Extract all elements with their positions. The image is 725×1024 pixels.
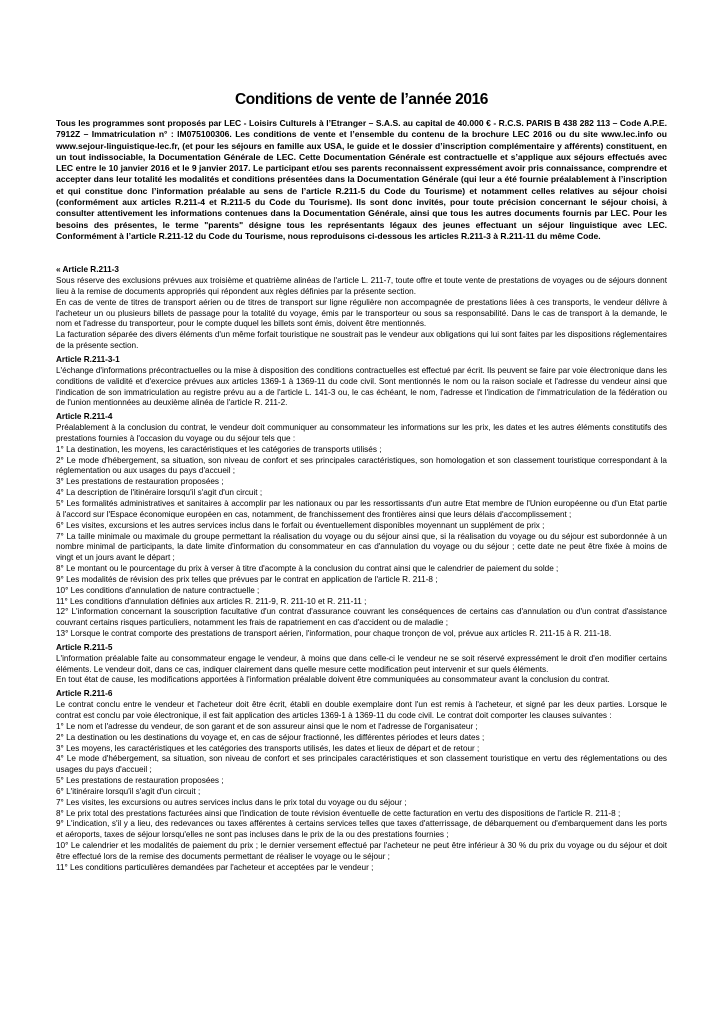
- article-paragraph: 9° L'indication, s'il y a lieu, des redevances ou taxes afférentes à certains services telles que taxes d'atterrissage, de débarquement ou d'embarquement dans les ports et aéroports, taxes de séjour lorsqu'elles ne sont pas incluses dans le prix de la ou des prestations fournies ;: [56, 819, 667, 840]
- article-paragraph: Préalablement à la conclusion du contrat, le vendeur doit communiquer au consommateur les informations sur les prix, les dates et les autres éléments constitutifs des prestations fournies à l'occasion du voyage ou du séjour tels que :: [56, 423, 667, 443]
- article-paragraph: L'information préalable faite au consommateur engage le vendeur, à moins que dans celle-ci le vendeur ne se soit réservé expressément le droit d'en modifier certains éléments. Le vendeur doit, dans ce cas, indiquer clairement dans quelle mesure cette modification peut intervenir et sur quels éléments.: [56, 653, 667, 674]
- article-paragraph: 5° Les formalités administratives et sanitaires à accomplir par les nationaux ou par les ressortissants d'un autre Etat membre de l'Union européenne ou d'un Etat partie à l'accord sur l'Espace économique européen en cas, notamment, de franchissement des frontières ainsi que leurs délais d'accomplissement ;: [56, 498, 667, 519]
- article-paragraph: 1° Le nom et l'adresse du vendeur, de son garant et de son assureur ainsi que le nom et l'adresse de l'organisateur ;: [56, 721, 478, 731]
- article-heading: Article R.211-5: [56, 642, 113, 652]
- article-heading: Article R.211-3-1: [56, 355, 120, 365]
- article-heading: Article R.211-4: [56, 412, 113, 422]
- article-paragraph: 7° La taille minimale ou maximale du groupe permettant la réalisation du voyage ou du séjour ainsi que, si la réalisation du voyage ou du séjour est subordonnée à un nombre minimal de participants, la date limite d'information du consommateur en cas d'annulation du voyage ou du séjour ; cette date ne peut être fixée à moins de vingt et un jours avant le départ ;: [56, 531, 667, 563]
- article-paragraph: En cas de vente de titres de transport aérien ou de titres de transport sur ligne régulière non accompagnée de prestations liées à ces transports, le vendeur délivre à l'acheteur un ou plusieurs billets de passage pour la totalité du voyage, émis par le transporteur ou sous sa responsabilité. Dans le cas de transport à la demande, le nom et l'adresse du transporteur, pour le compte duquel les billets sont émis, doivent être mentionnés.: [56, 297, 667, 329]
- article-paragraph: 11° Les conditions particulières demandées par l'acheteur et acceptées par le vendeur ;: [56, 862, 374, 872]
- article-paragraph: 3° Les moyens, les caractéristiques et les catégories des transports utilisés, les dates et lieux de départ et de retour ;: [56, 743, 480, 753]
- article-paragraph: 12° L'information concernant la souscription facultative d'un contrat d'assurance couvrant les conséquences de certains cas d'annulation ou d'un contrat d'assistance couvrant certains risques particuliers, notamment les frais de rapatriement en cas d'accident ou de maladie ;: [56, 607, 667, 628]
- article-paragraph: 5° Les prestations de restauration proposées ;: [56, 776, 224, 786]
- article-paragraph: L'échange d'informations précontractuelles ou la mise à disposition des conditions contractuelles est effectué par écrit. Ils peuvent se faire par voie électronique dans les conditions de validité et d'exercice prévues aux articles 1369-1 à 1369-11 du code civil. Sont mentionnés le nom ou la raison sociale et l'adresse du vendeur ainsi que l'indication de son immatriculation au registre prévu au a de l'article L. 141-3 ou, le cas échéant, le nom, l'adresse et l'indication de l'immatriculation de la fédération ou de l'union mentionnées au deuxième alinéa de l'article R. 211-2.: [56, 365, 667, 408]
- article-paragraph: 13° Lorsque le contrat comporte des prestations de transport aérien, l'information, pour chaque tronçon de vol, prévue aux articles R. 211-15 à R. 211-18.: [56, 629, 612, 639]
- article-paragraph: 7° Les visites, les excursions ou autres services inclus dans le prix total du voyage ou du séjour ;: [56, 797, 407, 807]
- article-paragraph: 10° Le calendrier et les modalités de paiement du prix ; le dernier versement effectué par l'acheteur ne peut être inférieur à 30 % du prix du voyage ou du séjour et doit être effectué lors de la remise des documents permettant de réaliser le voyage ou le séjour ;: [56, 841, 667, 861]
- article-paragraph: 10° Les conditions d'annulation de nature contractuelle ;: [56, 585, 260, 595]
- article-paragraph: 11° Les conditions d'annulation définies aux articles R. 211-9, R. 211-10 et R. 211-11 ;: [56, 596, 367, 606]
- article-paragraph: Le contrat conclu entre le vendeur et l'acheteur doit être écrit, établi en double exemplaire dont l'un est remis à l'acheteur, et signé par les deux parties. Lorsque le contrat est conclu par voie électronique, il est fait application des articles 1369-1 à 1369-11 du code civil. Le contrat doit comporter les clauses suivantes :: [56, 700, 667, 721]
- article-paragraph: 1° La destination, les moyens, les caractéristiques et les catégories de transports utilisés ;: [56, 444, 382, 454]
- article-paragraph: En tout état de cause, les modifications apportées à l'information préalable doivent être communiquées au consommateur avant la conclusion du contrat.: [56, 675, 610, 685]
- article-paragraph: 8° Le prix total des prestations facturées ainsi que l'indication de toute révision éventuelle de cette facturation en vertu des dispositions de l'article R. 211-8 ;: [56, 808, 621, 818]
- article-paragraph: 4° Le mode d'hébergement, sa situation, son niveau de confort et ses principales caractéristiques et son classement touristique en vertu des réglementations ou des usages du pays d'accueil ;: [56, 754, 667, 775]
- article-paragraph: 4° La description de l'itinéraire lorsqu'il s'agit d'un circuit ;: [56, 488, 263, 498]
- article-paragraph: La facturation séparée des divers éléments d'un même forfait touristique ne soustrait pas le vendeur aux obligations qui lui sont faites par les dispositions réglementaires de la présente section.: [56, 330, 667, 351]
- intro-paragraph: Tous les programmes sont proposés par LEC - Loisirs Culturels à l’Etranger – S.A.S. au capital de 40.000 € - R.C.S. PARIS B 438 282 113 – Code A.P.E. 7912Z – Immatriculation n° : IM075100306. Les conditions de vente et l’ensemble du contenu de la brochure LEC 2016 ou du site www.lec.info ou www.sejour-linguistique-lec.fr, (et pour les séjours en famille aux USA, le guide et le dossier d’inscription complémentaire y afférents) constituent, en un tout indissociable, la Documentation Générale de LEC. Cette Documentation Générale est contractuelle et s’applique aux séjours effectués avec LEC entre le 10 janvier 2016 et le 9 janvier 2017. Le participant et/ou ses parents reconnaissent expressément avoir pris connaissance, comprendre et accepter dans leur totalité les modalités et conditions présentées dans la Documentation Générale (qui leur a été fournie préalablement à l’inscription et qui constitue donc l’information préalable au sens de l’article R.211-5 du Code du Tourisme) et notamment celles relatives au séjour choisi (conformément aux articles R.211-4 et R.211-5 du Code du Tourisme). Ils sont donc invités, pour toute précision concernant le séjour choisi, à consulter attentivement les informations contenues dans la Documentation Générale, ainsi que tous les autres documents fournis par LEC. Pour les besoins des présentes, le terme "parents" désigne tous les représentants légaux des jeunes effectuant un séjour linguistique avec LEC. Conformément à l’article R.211-12 du Code du Tourisme, nous reproduisons ci-dessous les articles R.211-3 à R.211-11 du même Code.: [56, 118, 667, 241]
- article-paragraph: 6° L'itinéraire lorsqu'il s'agit d'un circuit ;: [56, 786, 201, 796]
- document-title: Conditions de vente de l’année 2016: [234, 91, 489, 108]
- article-paragraph: 6° Les visites, excursions et les autres services inclus dans le forfait ou éventuellement disponibles moyennant un supplément de prix ;: [56, 520, 545, 530]
- article-paragraph: 8° Le montant ou le pourcentage du prix à verser à titre d'acompte à la conclusion du contrat ainsi que le calendrier de paiement du solde ;: [56, 564, 559, 574]
- article-heading: « Article R.211-3: [56, 265, 119, 275]
- article-heading: Article R.211-6: [56, 689, 113, 699]
- article-paragraph: 9° Les modalités de révision des prix telles que prévues par le contrat en application de l'article R. 211-8 ;: [56, 574, 438, 584]
- article-paragraph: 2° Le mode d'hébergement, sa situation, son niveau de confort et ses principales caractéristiques, son homologation et son classement touristique correspondant à la réglementation ou aux usages du pays d'accueil ;: [56, 455, 667, 476]
- article-paragraph: 3° Les prestations de restauration proposées ;: [56, 477, 224, 487]
- article-paragraph: 2° La destination ou les destinations du voyage et, en cas de séjour fractionné, les différentes périodes et leurs dates ;: [56, 732, 485, 742]
- articles-section: [56, 265, 667, 873]
- article-paragraph: Sous réserve des exclusions prévues aux troisième et quatrième alinéas de l'article L. 211-7, toute offre et toute vente de prestations de voyages ou de séjours donnent lieu à la remise de documents appropriés qui répondent aux règles définies par la présente section.: [56, 276, 667, 296]
